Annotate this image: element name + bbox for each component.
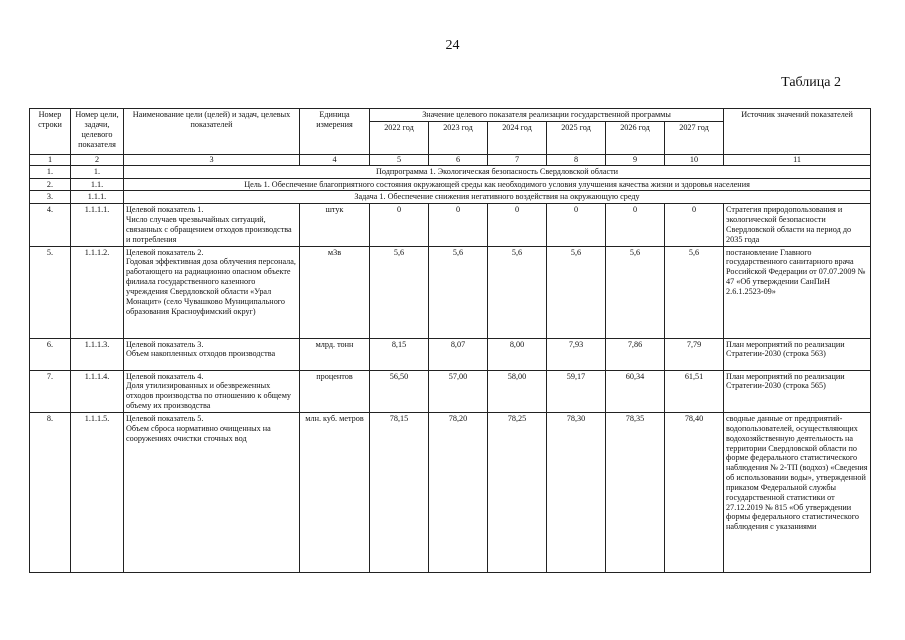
header-year: 2022 год	[370, 121, 429, 154]
indicator-name-cell: Целевой показатель 2. Годовая эффективная доза облучения персонала, работающего на радиационно опасном объекте филиала государственного казенного учреждения Свердловской области «Урал Монацит» (село Чувашково Муниципального образования Красноуфимский округ)	[124, 246, 300, 338]
indicator-row	[30, 204, 871, 246]
value-cell: 0	[370, 204, 429, 246]
row-number-cell: 2.	[30, 178, 71, 191]
header-year: 2025 год	[547, 121, 606, 154]
value-cell: 58,00	[488, 370, 547, 412]
column-number-cell: 3	[124, 154, 300, 165]
source-cell: сводные данные от предприятий-водопользователей, осуществляющих водохозяйственную деятельность на территории Свердловской области по форме федерального статистического наблюдения № 2-ТП (водхоз) «Сведения об использовании воды», утвержденной приказом Федеральной службы государственной статистики от 27.12.2019 № 815 «Об утверждении формы федерального статистического наблюдения с указаниями	[724, 412, 871, 572]
header-year: 2023 год	[429, 121, 488, 154]
row-number-cell: 7.	[30, 370, 71, 412]
code-cell: 1.1.1.2.	[71, 246, 124, 338]
value-cell: 5,6	[370, 246, 429, 338]
value-cell: 5,6	[547, 246, 606, 338]
value-cell: 78,30	[547, 412, 606, 572]
header-year: 2027 год	[665, 121, 724, 154]
value-cell: 78,35	[606, 412, 665, 572]
section-title-cell: Задача 1. Обеспечение снижения негативного воздействия на окружающую среду	[124, 191, 871, 204]
value-cell: 59,17	[547, 370, 606, 412]
row-number-cell: 1.	[30, 165, 71, 178]
row-number-cell: 8.	[30, 412, 71, 572]
value-cell: 5,6	[488, 246, 547, 338]
value-cell: 60,34	[606, 370, 665, 412]
column-number-cell: 5	[370, 154, 429, 165]
source-cell: План мероприятий по реализации Стратегии-2030 (строка 565)	[724, 370, 871, 412]
header-unit: Единица измерения	[300, 109, 370, 155]
column-number-cell: 6	[429, 154, 488, 165]
value-cell: 57,00	[429, 370, 488, 412]
indicator-name-cell: Целевой показатель 1. Число случаев чрезвычайных ситуаций, связанных с обращением отходов производства и потребления	[124, 204, 300, 246]
column-number-cell: 4	[300, 154, 370, 165]
section-title-cell: Подпрограмма 1. Экологическая безопасность Свердловской области	[124, 165, 871, 178]
value-cell: 0	[429, 204, 488, 246]
column-number-cell: 8	[547, 154, 606, 165]
section-row	[30, 178, 871, 191]
indicator-row	[30, 370, 871, 412]
row-number-cell: 3.	[30, 191, 71, 204]
section-title-cell: Цель 1. Обеспечение благоприятного состояния окружающей среды как необходимого условия улучшения качества жизни и здоровья населения	[124, 178, 871, 191]
header-source: Источник значений показателей	[724, 109, 871, 155]
code-cell: 1.	[71, 165, 124, 178]
value-cell: 78,25	[488, 412, 547, 572]
column-number-cell: 10	[665, 154, 724, 165]
code-cell: 1.1.1.4.	[71, 370, 124, 412]
value-cell: 7,79	[665, 338, 724, 370]
indicators-table	[29, 108, 871, 573]
value-cell: 0	[547, 204, 606, 246]
indicator-row	[30, 412, 871, 572]
value-cell: 5,6	[429, 246, 488, 338]
header-goal-no: Номер цели, задачи, целевого показателя	[71, 109, 124, 155]
code-cell: 1.1.1.3.	[71, 338, 124, 370]
unit-cell: штук	[300, 204, 370, 246]
row-number-cell: 4.	[30, 204, 71, 246]
source-cell: Стратегия природопользования и экологической безопасности Свердловской области на период до 2035 года	[724, 204, 871, 246]
source-cell: План мероприятий по реализации Стратегии-2030 (строка 563)	[724, 338, 871, 370]
header-year: 2024 год	[488, 121, 547, 154]
value-cell: 0	[606, 204, 665, 246]
value-cell: 78,15	[370, 412, 429, 572]
header-year: 2026 год	[606, 121, 665, 154]
code-cell: 1.1.1.	[71, 191, 124, 204]
indicator-name-cell: Целевой показатель 5. Объем сброса нормативно очищенных на сооружениях очистки сточных вод	[124, 412, 300, 572]
row-number-cell: 5.	[30, 246, 71, 338]
column-number-cell: 1	[30, 154, 71, 165]
unit-cell: млрд. тонн	[300, 338, 370, 370]
value-cell: 7,93	[547, 338, 606, 370]
value-cell: 0	[665, 204, 724, 246]
header-name: Наименование цели (целей) и задач, целевых показателей	[124, 109, 300, 155]
value-cell: 7,86	[606, 338, 665, 370]
value-cell: 78,20	[429, 412, 488, 572]
column-number-cell: 2	[71, 154, 124, 165]
code-cell: 1.1.	[71, 178, 124, 191]
value-cell: 61,51	[665, 370, 724, 412]
code-cell: 1.1.1.5.	[71, 412, 124, 572]
value-cell: 56,50	[370, 370, 429, 412]
column-number-cell: 7	[488, 154, 547, 165]
header-row-no: Номер строки	[30, 109, 71, 155]
column-number-cell: 9	[606, 154, 665, 165]
value-cell: 5,6	[606, 246, 665, 338]
unit-cell: процентов	[300, 370, 370, 412]
indicator-row	[30, 338, 871, 370]
source-cell: постановление Главного государственного санитарного врача Российской Федерации от 07.07.2009 № 47 «Об утверждении СанПиН 2.6.1.2523-09»	[724, 246, 871, 338]
code-cell: 1.1.1.1.	[71, 204, 124, 246]
unit-cell: м3в	[300, 246, 370, 338]
section-row	[30, 191, 871, 204]
indicator-row	[30, 246, 871, 338]
indicator-name-cell: Целевой показатель 4. Доля утилизированных и обезвреженных отходов производства по отношению к общему объему их производства	[124, 370, 300, 412]
value-cell: 8,00	[488, 338, 547, 370]
page-number: 24	[445, 38, 460, 53]
column-number-cell: 11	[724, 154, 871, 165]
value-cell: 8,15	[370, 338, 429, 370]
row-number-cell: 6.	[30, 338, 71, 370]
value-cell: 5,6	[665, 246, 724, 338]
value-cell: 0	[488, 204, 547, 246]
value-cell: 78,40	[665, 412, 724, 572]
unit-cell: млн. куб. метров	[300, 412, 370, 572]
indicator-name-cell: Целевой показатель 3. Объем накопленных отходов производства	[124, 338, 300, 370]
section-row	[30, 165, 871, 178]
column-number-row	[30, 154, 871, 165]
header-values-group: Значение целевого показателя реализации государственной программы	[370, 109, 724, 122]
value-cell: 8,07	[429, 338, 488, 370]
table-title: Таблица 2	[781, 75, 841, 90]
